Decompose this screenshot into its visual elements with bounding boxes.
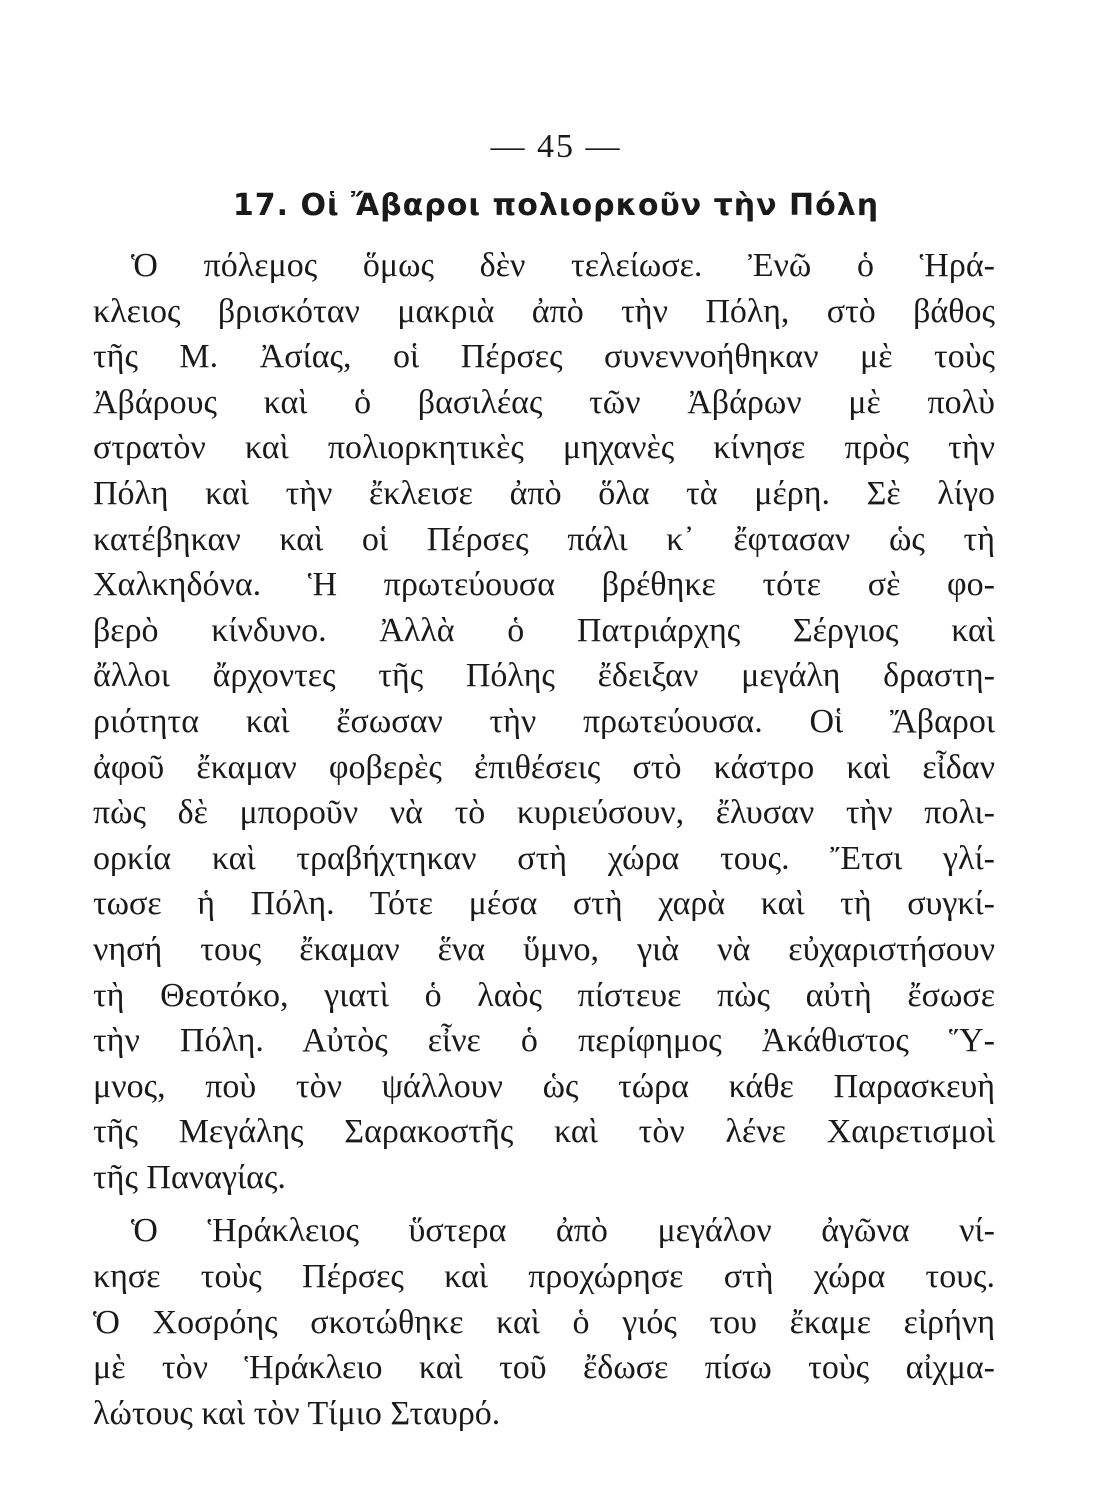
text-line: κησε τοὺς Πέρσες καὶ προχώρησε στὴ χώρα τους. bbox=[93, 1258, 995, 1296]
paragraph-1 bbox=[93, 243, 995, 1200]
paragraph-gap bbox=[93, 1200, 995, 1208]
text-line: Ὁ Χοσρόης σκοτώθηκε καὶ ὁ γιός του ἔκαμε εἰρήνη bbox=[93, 1303, 995, 1341]
text-line: ορκία καὶ τραβήχτηκαν στὴ χώρα τους. Ἔτσι γλί- bbox=[93, 839, 995, 877]
text-line: μνος, ποὺ τὸν ψάλλουν ὡς τώρα κάθε Παρασκευὴ bbox=[93, 1067, 995, 1105]
text-line: μὲ τὸν Ἡράκλειο καὶ τοῦ ἔδωσε πίσω τοὺς αἰχμα- bbox=[93, 1349, 995, 1387]
text-line: Ὁ πόλεμος ὅμως δὲν τελείωσε. Ἐνῶ ὁ Ἡρά- bbox=[131, 247, 995, 284]
text-line: ἀφοῦ ἔκαμαν φοβερὲς ἐπιθέσεις στὸ κάστρο καὶ εἶδαν bbox=[93, 748, 995, 786]
chapter-title: 17. Οἱ Ἄβαροι πολιορκοῦν τὴν Πόλη bbox=[232, 188, 880, 223]
text-line: τῆς Παναγίας. bbox=[93, 1158, 286, 1196]
page-number: — 45 — bbox=[490, 128, 622, 165]
text-line: κατέβηκαν καὶ οἱ Πέρσες πάλι κ᾽ ἔφτασαν ὡς τὴ bbox=[93, 520, 995, 558]
text-line: Ὁ Ἡράκλειος ὕστερα ἀπὸ μεγάλον ἀγῶνα νί- bbox=[131, 1212, 995, 1250]
text-line: τωσε ἡ Πόλη. Τότε μέσα στὴ χαρὰ καὶ τὴ συγκί- bbox=[93, 885, 995, 923]
text-line: ἄλλοι ἄρχοντες τῆς Πόλης ἔδειξαν μεγάλη δραστη- bbox=[93, 657, 995, 695]
text-line: Ἀβάρους καὶ ὁ βασιλέας τῶν Ἀβάρων μὲ πολὺ bbox=[93, 383, 995, 421]
text-line: τὴν Πόλη. Αὐτὸς εἶνε ὁ περίφημος Ἀκάθιστος Ὕ- bbox=[93, 1022, 995, 1060]
text-line: νησή τους ἔκαμαν ἕνα ὕμνο, γιὰ νὰ εὐχαριστήσουν bbox=[93, 930, 995, 968]
text-line: κλειος βρισκόταν μακριὰ ἀπὸ τὴν Πόλη, στὸ βάθος bbox=[93, 292, 995, 330]
paragraph-2 bbox=[93, 1208, 995, 1436]
text-line: πὼς δὲ μποροῦν νὰ τὸ κυριεύσουν, ἔλυσαν τὴν πολι- bbox=[93, 794, 995, 832]
text-line: τῆς Μ. Ἀσίας, οἱ Πέρσες συνεννοήθηκαν μὲ τοὺς bbox=[93, 338, 995, 376]
text-line: στρατὸν καὶ πολιορκητικὲς μηχανὲς κίνησε πρὸς τὴν bbox=[93, 429, 995, 467]
text-line: τὴ Θεοτόκο, γιατὶ ὁ λαὸς πίστευε πὼς αὐτὴ ἔσωσε bbox=[93, 976, 995, 1014]
text-line: ριότητα καὶ ἔσωσαν τὴν πρωτεύουσα. Οἱ Ἄβαροι bbox=[93, 702, 995, 740]
text-line: Χαλκηδόνα. Ἡ πρωτεύουσα βρέθηκε τότε σὲ φο- bbox=[93, 566, 995, 604]
text-line: λώτους καὶ τὸν Τίμιο Σταυρό. bbox=[93, 1394, 501, 1432]
text-line: τῆς Μεγάλης Σαρακοστῆς καὶ τὸν λένε Χαιρετισμοὶ bbox=[93, 1113, 995, 1151]
text-line: βερὸ κίνδυνο. Ἀλλὰ ὁ Πατριάρχης Σέργιος καὶ bbox=[93, 611, 995, 649]
text-line: Πόλη καὶ τὴν ἔκλεισε ἀπὸ ὅλα τὰ μέρη. Σὲ λίγο bbox=[93, 474, 995, 512]
body-text bbox=[93, 243, 995, 1436]
